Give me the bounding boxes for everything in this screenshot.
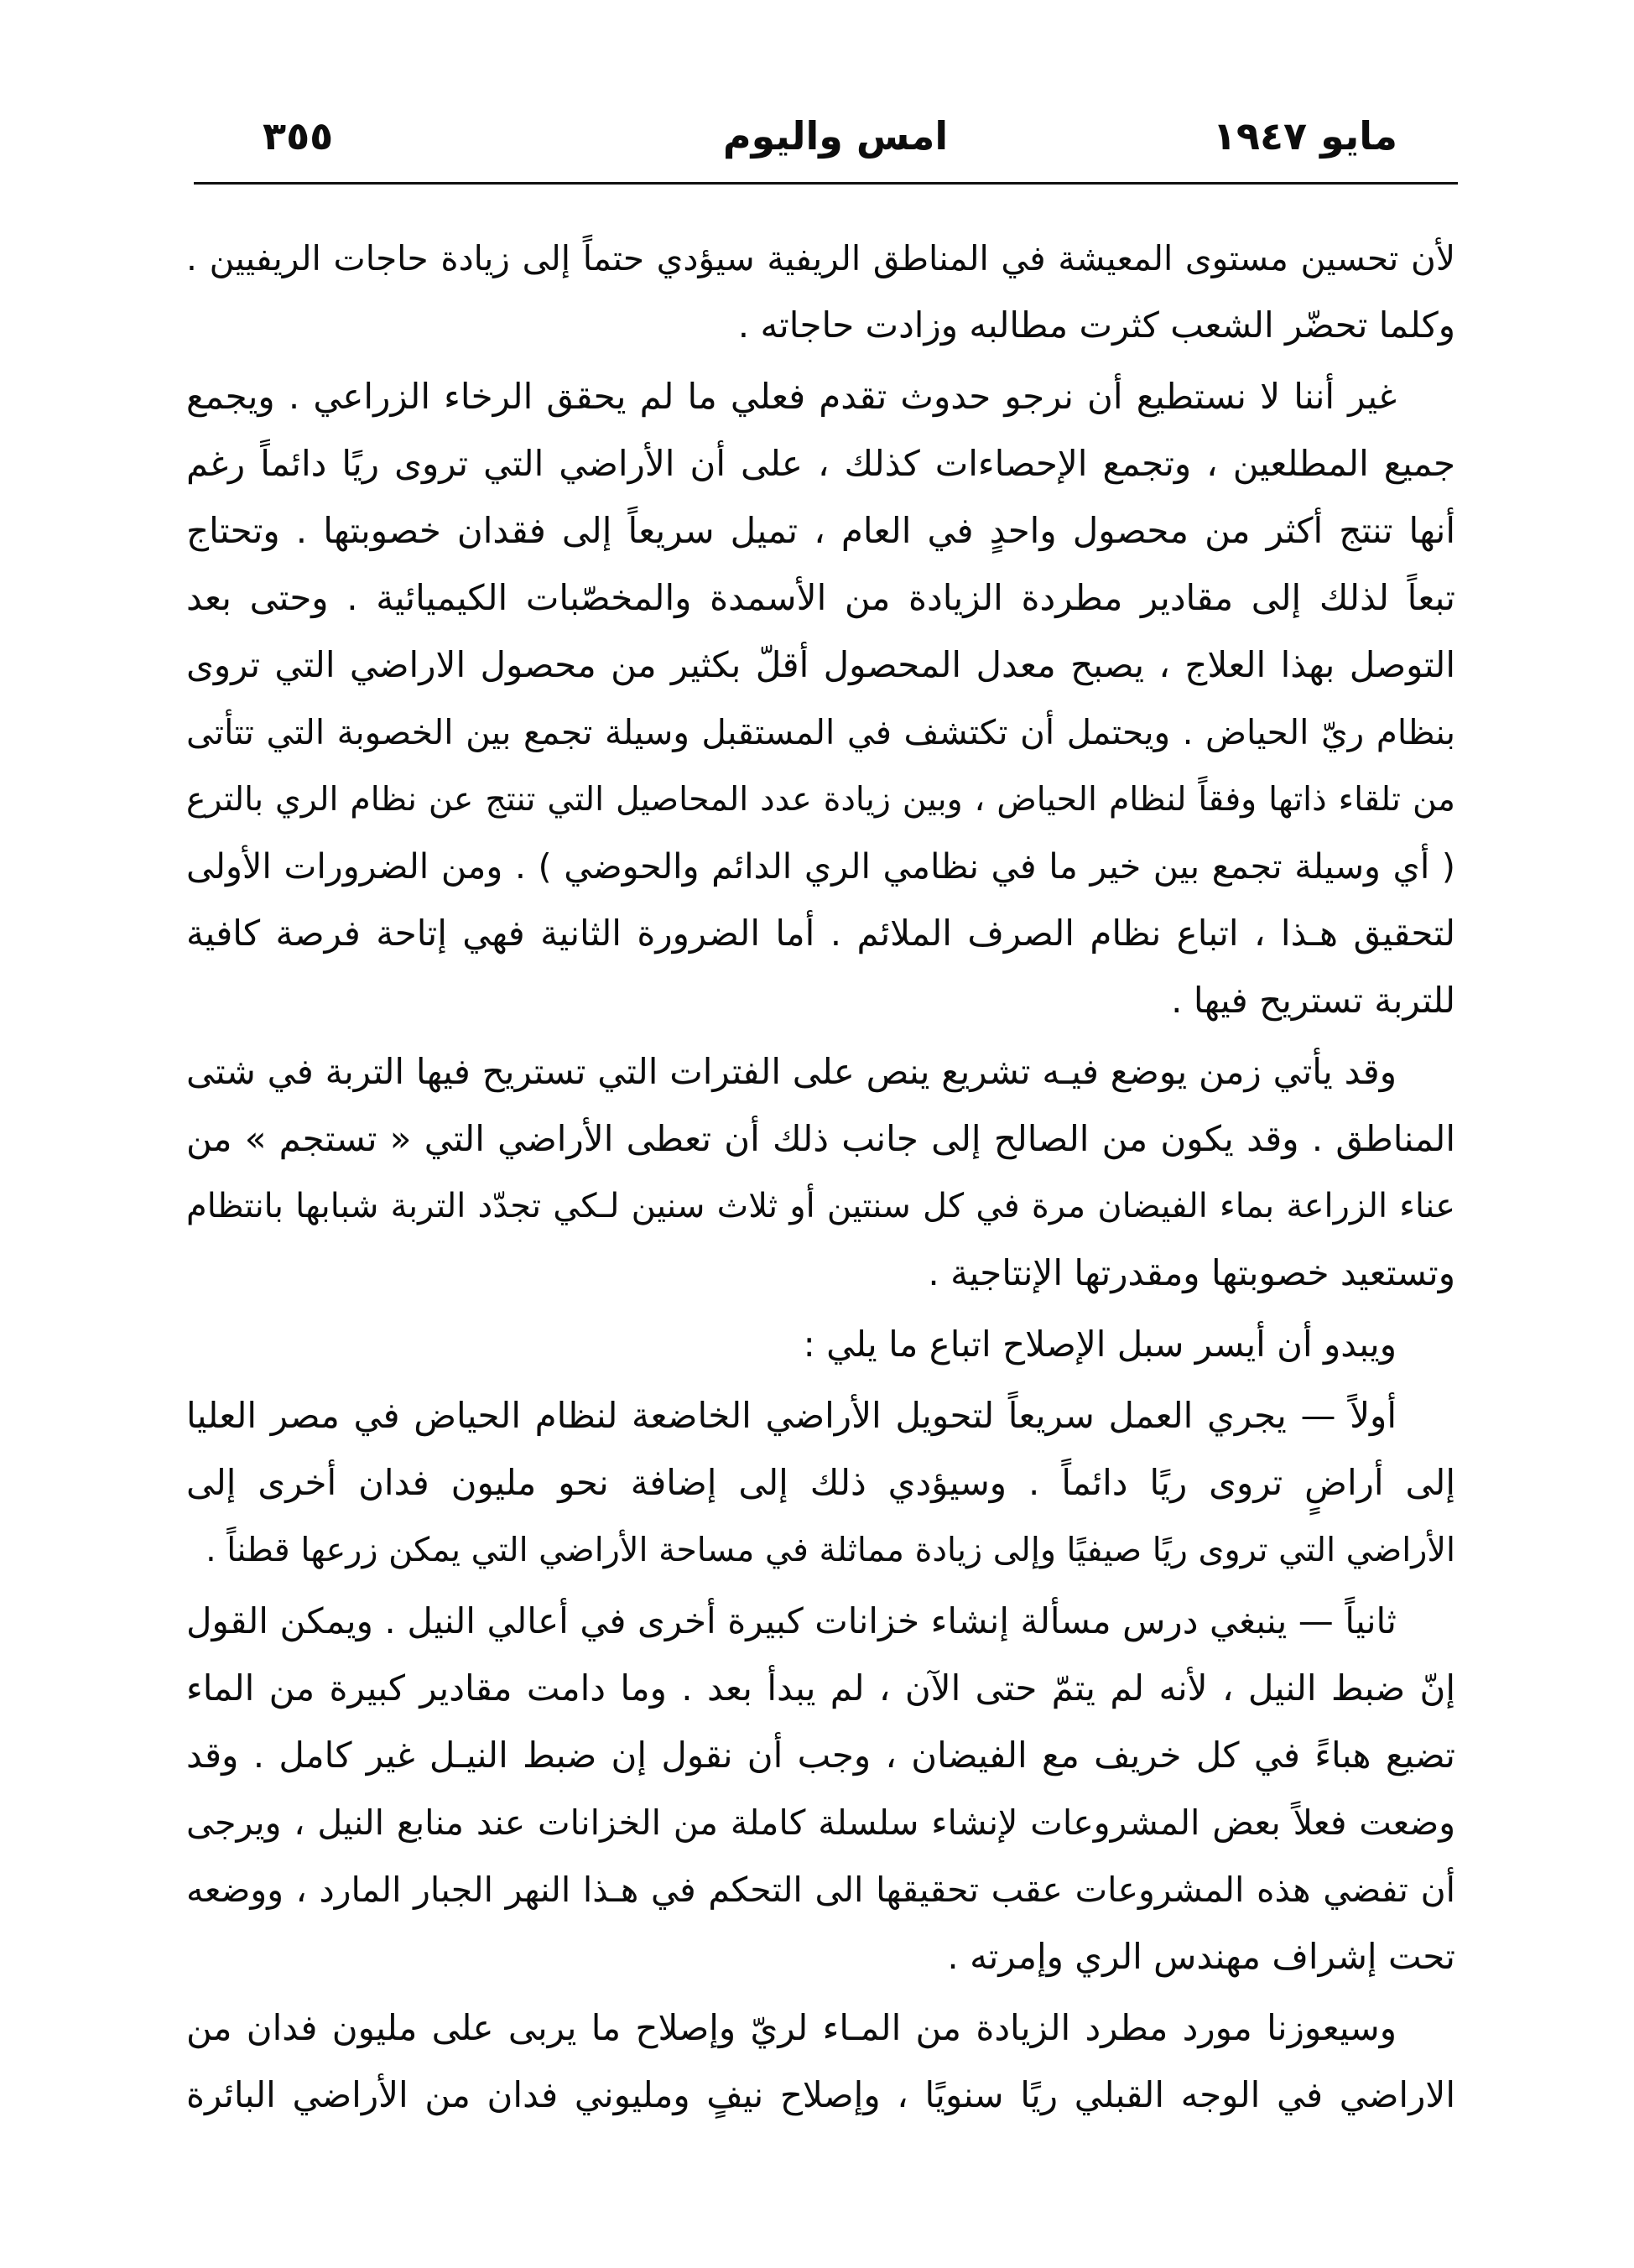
- paragraph: [186, 1995, 1455, 2129]
- text-line: بنظام ريّ الحياض . ويحتمل أن تكتشف في المستقبل وسيلة تجمع بين الخصوبة التي تتأتى: [186, 712, 1455, 752]
- text-line: التوصل بهذا العلاج ، يصبح معدل المحصول أقلّ بكثير من محصول الاراضي التي تروى: [186, 644, 1455, 685]
- text-line: أنها تنتج أكثر من محصول واحدٍ في العام ، تميل سريعاً إلى فقدان خصوبتها . وتحتاج: [186, 510, 1455, 551]
- text-line: ( أي وسيلة تجمع بين خير ما في نظامي الري الدائم والحوضي ) . ومن الضرورات الأولى: [186, 846, 1455, 887]
- text-line: وسيعوزنا مورد مطرد الزيادة من المـاء لريّ وإصلاح ما يربى على مليون فدان من: [186, 2007, 1397, 2048]
- text-line: للتربة تستريح فيها .: [1171, 980, 1455, 1021]
- text-line: الأراضي التي تروى ريًا صيفيًا وإلى زيادة مماثلة في مساحة الأراضي التي يمكن زرعها قطناً .: [206, 1531, 1455, 1569]
- page-number: ٣٥٥: [263, 113, 334, 159]
- paragraph: [186, 1311, 1455, 1378]
- text-line: غير أننا لا نستطيع أن نرجو حدوث تقدم فعلي ما لم يحقق الرخاء الزراعي . ويجمع: [186, 376, 1397, 417]
- text-line: وقد يأتي زمن يوضع فيـه تشريع ينص على الفترات التي تستريح فيها التربة في شتى: [186, 1051, 1397, 1092]
- text-line: إنّ ضبط النيل ، لأنه لم يتمّ حتى الآن ، لم يبدأ بعد . وما دامت مقادير كبيرة من الماء: [186, 1667, 1455, 1709]
- running-head-date: مايو ١٩٤٧: [1212, 113, 1397, 159]
- text-line: لأن تحسين مستوى المعيشة في المناطق الريفية سيؤدي حتماً إلى زيادة حاجات الريفيين .: [186, 238, 1455, 278]
- header-rule: [194, 182, 1458, 185]
- running-head-title: امس واليوم: [722, 113, 949, 159]
- text-line: تحت إشراف مهندس الري وإمرته .: [947, 1936, 1455, 1977]
- text-line: وكلما تحضّر الشعب كثرت مطالبه وزادت حاجاته .: [737, 304, 1455, 346]
- text-line: تضيع هباءً في كل خريف مع الفيضان ، وجب أن نقول إن ضبط النيـل غير كامل . وقد: [186, 1735, 1455, 1776]
- paragraph: [186, 1588, 1455, 1990]
- text-line: أن تفضي هذه المشروعات عقب تحقيقها الى التحكم في هـذا النهر الجبار المارد ، ووضعه: [186, 1870, 1455, 1910]
- paragraph: [186, 225, 1455, 359]
- paragraph: [186, 1382, 1455, 1584]
- text-line: لتحقيق هـذا ، اتباع نظام الصرف الملائم . أما الضرورة الثانية فهي إتاحة فرصة كافية: [186, 913, 1455, 954]
- paragraph: [186, 1038, 1455, 1307]
- text-line: ثانياً — ينبغي درس مسألة إنشاء خزانات كبيرة أخرى في أعالي النيل . ويمكن القول: [186, 1600, 1397, 1641]
- text-line: عناء الزراعة بماء الفيضان مرة في كل سنتين أو ثلاث سنين لـكي تجدّد التربة شبابها بانتظام: [186, 1187, 1455, 1225]
- text-line: أولاً — يجري العمل سريعاً لتحويل الأراضي الخاضعة لنظام الحياض في مصر العليا: [186, 1395, 1397, 1436]
- text-line: وتستعيد خصوبتها ومقدرتها الإنتاجية .: [928, 1252, 1455, 1293]
- text-line: من تلقاء ذاتها وفقاً لنظام الحياض ، وبين زيادة عدد المحاصيل التي تنتج عن نظام الري بالترع: [186, 780, 1455, 819]
- paragraph: [186, 363, 1455, 1034]
- article-body: [186, 225, 1455, 2129]
- text-line: المناطق . وقد يكون من الصالح إلى جانب ذلك أن تعطى الأراضي التي « تستجم » من: [186, 1118, 1455, 1159]
- text-line: جميع المطلعين ، وتجمع الإحصاءات كذلك ، على أن الأراضي التي تروى ريًا دائماً رغم: [186, 443, 1455, 484]
- text-line: تبعاً لذلك إلى مقادير مطردة الزيادة من الأسمدة والمخصّبات الكيميائية . وحتى بعد: [186, 577, 1455, 618]
- text-line: إلى أراضٍ تروى ريًا دائماً . وسيؤدي ذلك إلى إضافة نحو مليون فدان أخرى إلى: [186, 1462, 1455, 1503]
- text-line: وضعت فعلاً بعض المشروعات لإنشاء سلسلة كاملة من الخزانات عند منابع النيل ، ويرجى: [186, 1802, 1455, 1843]
- text-line: الاراضي في الوجه القبلي ريًا سنويًا ، وإصلاح نيفٍ ومليوني فدان من الأراضي البائرة: [186, 2074, 1455, 2115]
- text-line: ويبدو أن أيسر سبل الإصلاح اتباع ما يلي :: [803, 1324, 1397, 1365]
